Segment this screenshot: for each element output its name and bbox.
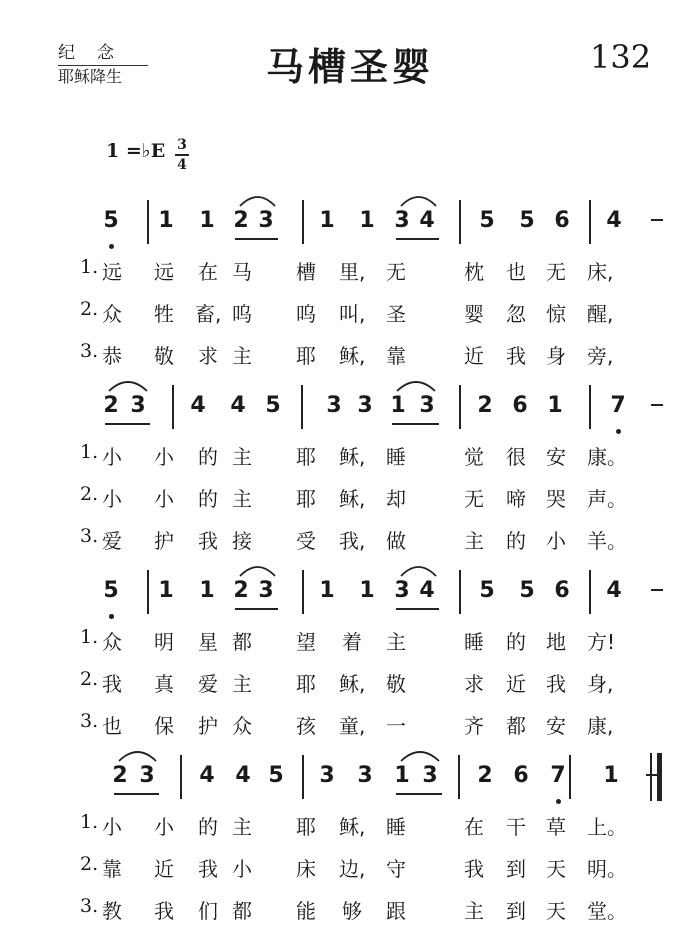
lyric-syllable: 婴 xyxy=(464,302,484,326)
slur xyxy=(239,192,276,208)
underline xyxy=(235,238,278,240)
note: 1 xyxy=(319,578,335,603)
note: 1 xyxy=(394,763,410,788)
lyric-syllable: 我, xyxy=(339,529,366,553)
verse-number: 3. xyxy=(80,340,99,362)
note: 2 xyxy=(477,393,493,418)
lyric-syllable: 呜 xyxy=(232,302,252,326)
occasion-line1: 纪念 xyxy=(58,42,148,66)
barline xyxy=(459,200,461,244)
verse-number: 1. xyxy=(80,811,99,833)
lyric-syllable: 我 xyxy=(506,344,526,368)
lyric-syllable: 一 xyxy=(386,714,406,738)
underline xyxy=(235,608,278,610)
lyric-syllable: 护 xyxy=(154,529,174,553)
note: 3 xyxy=(422,763,438,788)
lyric-syllable: 敬 xyxy=(386,672,406,696)
lyric-syllable: 求 xyxy=(198,344,218,368)
lyric-row xyxy=(0,483,700,513)
note: 3 xyxy=(139,763,155,788)
note: 3 xyxy=(357,763,373,788)
note: 3 xyxy=(258,578,274,603)
lyric-syllable: 众 xyxy=(102,302,122,326)
barline xyxy=(589,200,591,244)
lyric-syllable: 安 xyxy=(546,714,566,738)
note: 2 xyxy=(112,763,128,788)
note: 4 xyxy=(606,578,622,603)
lyric-syllable: 边, xyxy=(339,857,366,881)
lyric-syllable: 远 xyxy=(102,260,122,284)
lyric-syllable: 无 xyxy=(386,260,406,284)
barline xyxy=(301,385,303,429)
lyric-syllable: 小 xyxy=(154,445,174,469)
lyric-syllable: 小 xyxy=(102,487,122,511)
lyric-syllable: 我 xyxy=(464,857,484,881)
lyric-syllable: 接 xyxy=(232,529,252,553)
lyric-syllable: 我 xyxy=(198,857,218,881)
lyric-syllable: 枕 xyxy=(464,260,484,284)
lyric-syllable: 我 xyxy=(198,529,218,553)
slur xyxy=(239,562,276,578)
note: 4 xyxy=(235,763,251,788)
note: 1 xyxy=(359,578,375,603)
note: 5 xyxy=(268,763,284,788)
lyric-syllable: 主 xyxy=(464,899,484,923)
verse-number: 2. xyxy=(80,853,99,875)
verse-number: 3. xyxy=(80,895,99,917)
lyric-syllable: 稣, xyxy=(339,487,366,511)
lyric-syllable: 的 xyxy=(198,445,218,469)
note: 1 xyxy=(199,578,215,603)
lyric-syllable: 也 xyxy=(506,260,526,284)
lyric-syllable: 床 xyxy=(296,857,316,881)
hymn-title: 马槽圣婴 xyxy=(265,45,434,89)
lyric-syllable: 小 xyxy=(546,529,566,553)
dash xyxy=(651,404,663,406)
note: 3 xyxy=(326,393,342,418)
time-signature-top: 3 xyxy=(177,137,187,153)
lyric-syllable: 都 xyxy=(232,630,252,654)
lyric-syllable: 齐 xyxy=(464,714,484,738)
lyric-syllable: 明。 xyxy=(587,857,627,881)
lyric-syllable: 小 xyxy=(232,857,252,881)
lyric-syllable: 身, xyxy=(587,672,614,696)
barline xyxy=(147,200,149,244)
barline xyxy=(147,570,149,614)
lyric-syllable: 靠 xyxy=(102,857,122,881)
occasion-line2: 耶稣降生 xyxy=(58,67,123,86)
lyric-syllable: 受 xyxy=(296,529,316,553)
lyric-syllable: 保 xyxy=(154,714,174,738)
lyric-syllable: 里, xyxy=(339,260,366,284)
lyric-syllable: 到 xyxy=(506,857,526,881)
note: 4 xyxy=(190,393,206,418)
barline xyxy=(459,570,461,614)
lyric-syllable: 主 xyxy=(232,487,252,511)
lyric-syllable: 耶 xyxy=(296,487,316,511)
underline xyxy=(396,793,442,795)
note: 5 xyxy=(479,578,495,603)
lyric-syllable: 主 xyxy=(232,344,252,368)
note: 5 xyxy=(103,208,119,233)
lyric-syllable: 堂。 xyxy=(587,899,627,923)
lyric-syllable: 也 xyxy=(102,714,122,738)
note: 6 xyxy=(512,393,528,418)
dash xyxy=(651,589,663,591)
verse-number: 3. xyxy=(80,525,99,547)
lyric-syllable: 都 xyxy=(232,899,252,923)
note: 1 xyxy=(547,393,563,418)
lyric-syllable: 求 xyxy=(464,672,484,696)
note: 3 xyxy=(258,208,274,233)
lyric-row xyxy=(0,668,700,698)
lyric-row xyxy=(0,811,700,841)
lyric-syllable: 童, xyxy=(339,714,366,738)
lyric-syllable: 小 xyxy=(102,815,122,839)
lyric-syllable: 呜 xyxy=(296,302,316,326)
barline xyxy=(172,385,174,429)
lyric-syllable: 惊 xyxy=(546,302,566,326)
lyric-syllable: 近 xyxy=(154,857,174,881)
slur xyxy=(400,747,440,763)
slur xyxy=(118,747,157,763)
barline xyxy=(589,570,591,614)
lyric-syllable: 睡 xyxy=(464,630,484,654)
lyric-syllable: 望 xyxy=(296,630,316,654)
note: 2 xyxy=(103,393,119,418)
lyric-row xyxy=(0,626,700,656)
lyric-syllable: 在 xyxy=(464,815,484,839)
lyric-syllable: 耶 xyxy=(296,815,316,839)
lyric-syllable: 够 xyxy=(342,899,362,923)
lyric-row xyxy=(0,710,700,740)
note: 3 xyxy=(130,393,146,418)
verse-number: 2. xyxy=(80,483,99,505)
lyric-syllable: 无 xyxy=(546,260,566,284)
time-signature-bottom: 4 xyxy=(177,157,187,173)
note: 1 xyxy=(359,208,375,233)
lyric-syllable: 教 xyxy=(102,899,122,923)
lyric-syllable: 旁, xyxy=(587,344,614,368)
final-barline-thin xyxy=(650,753,652,801)
barline xyxy=(302,755,304,799)
verse-number: 1. xyxy=(80,441,99,463)
dash xyxy=(651,219,663,221)
note: 5 xyxy=(103,578,119,603)
note: 3 xyxy=(419,393,435,418)
lyric-syllable: 的 xyxy=(198,487,218,511)
lyric-syllable: 爱 xyxy=(102,529,122,553)
occasion-label xyxy=(58,42,148,88)
note: 5 xyxy=(519,578,535,603)
barline xyxy=(302,200,304,244)
lyric-syllable: 远 xyxy=(154,260,174,284)
lyric-syllable: 地 xyxy=(546,630,566,654)
lyric-syllable: 睡 xyxy=(386,815,406,839)
lyric-syllable: 主 xyxy=(232,815,252,839)
lyric-syllable: 小 xyxy=(154,487,174,511)
note: 1 xyxy=(158,578,174,603)
lyric-syllable: 床, xyxy=(587,260,614,284)
lyric-syllable: 真 xyxy=(154,672,174,696)
lyric-syllable: 睡 xyxy=(386,445,406,469)
underline xyxy=(396,608,439,610)
lyric-syllable: 方! xyxy=(587,630,616,654)
lyric-syllable: 羊。 xyxy=(587,529,627,553)
lyric-syllable: 到 xyxy=(506,899,526,923)
barline xyxy=(589,385,591,429)
lyric-syllable: 牲 xyxy=(154,302,174,326)
note: 3 xyxy=(394,208,410,233)
verse-number: 1. xyxy=(80,256,99,278)
note: 5 xyxy=(519,208,535,233)
key-signature: 1 =♭E xyxy=(106,140,166,162)
note: 4 xyxy=(419,578,435,603)
barline xyxy=(180,755,182,799)
lyric-syllable: 干 xyxy=(506,815,526,839)
lyric-syllable: 主 xyxy=(464,529,484,553)
lyric-row xyxy=(0,525,700,555)
lyric-syllable: 星 xyxy=(198,630,218,654)
note: 2 xyxy=(233,208,249,233)
barline xyxy=(458,755,460,799)
lyric-syllable: 孩 xyxy=(296,714,316,738)
lyric-syllable: 马 xyxy=(232,260,252,284)
verse-number: 3. xyxy=(80,710,99,732)
lyric-syllable: 小 xyxy=(102,445,122,469)
verse-number: 2. xyxy=(80,668,99,690)
lyric-syllable: 在 xyxy=(198,260,218,284)
lyric-syllable: 上。 xyxy=(587,815,627,839)
lyric-syllable: 我 xyxy=(546,672,566,696)
lyric-syllable: 康, xyxy=(587,714,614,738)
lyric-syllable: 的 xyxy=(198,815,218,839)
lyric-syllable: 却 xyxy=(386,487,406,511)
time-signature xyxy=(175,137,189,173)
lyric-syllable: 醒, xyxy=(587,302,614,326)
slur xyxy=(400,192,437,208)
lyric-syllable: 稣, xyxy=(339,445,366,469)
lyric-syllable: 跟 xyxy=(386,899,406,923)
lyric-syllable: 啼 xyxy=(506,487,526,511)
lyric-syllable: 叫, xyxy=(339,302,366,326)
verse-number: 2. xyxy=(80,298,99,320)
lyric-syllable: 护 xyxy=(198,714,218,738)
lyric-row xyxy=(0,853,700,883)
lyric-syllable: 做 xyxy=(386,529,406,553)
lyric-row xyxy=(0,895,700,925)
barline xyxy=(459,385,461,429)
lyric-syllable: 康。 xyxy=(587,445,627,469)
underline xyxy=(396,238,439,240)
note: 7 xyxy=(550,763,566,788)
lyric-syllable: 能 xyxy=(296,899,316,923)
lyric-syllable: 无 xyxy=(464,487,484,511)
note: 1 xyxy=(390,393,406,418)
lyric-syllable: 守 xyxy=(386,857,406,881)
lyric-syllable: 都 xyxy=(506,714,526,738)
lyric-syllable: 畜, xyxy=(195,302,222,326)
lyric-syllable: 小 xyxy=(154,815,174,839)
lyric-syllable: 主 xyxy=(386,630,406,654)
lyric-syllable: 主 xyxy=(232,672,252,696)
lyric-syllable: 敬 xyxy=(154,344,174,368)
lyric-syllable: 主 xyxy=(232,445,252,469)
lyric-syllable: 近 xyxy=(506,672,526,696)
note: 6 xyxy=(554,208,570,233)
lyric-syllable: 明 xyxy=(154,630,174,654)
octave-dot xyxy=(109,244,114,249)
lyric-syllable: 着 xyxy=(342,630,362,654)
note: 1 xyxy=(319,208,335,233)
note: 7 xyxy=(610,393,626,418)
note: 1 xyxy=(158,208,174,233)
underline xyxy=(392,423,439,425)
slur xyxy=(108,377,148,393)
lyric-syllable: 草 xyxy=(546,815,566,839)
lyric-syllable: 忽 xyxy=(506,302,526,326)
lyric-syllable: 声。 xyxy=(587,487,627,511)
note: 5 xyxy=(265,393,281,418)
lyric-syllable: 天 xyxy=(546,857,566,881)
note: 6 xyxy=(513,763,529,788)
note: 3 xyxy=(357,393,373,418)
lyric-syllable: 近 xyxy=(464,344,484,368)
note: 3 xyxy=(394,578,410,603)
lyric-syllable: 觉 xyxy=(464,445,484,469)
slur xyxy=(396,377,436,393)
slur xyxy=(400,562,437,578)
lyric-syllable: 身 xyxy=(546,344,566,368)
lyric-syllable: 的 xyxy=(506,529,526,553)
note: 4 xyxy=(419,208,435,233)
lyric-syllable: 众 xyxy=(102,630,122,654)
note: 6 xyxy=(554,578,570,603)
octave-dot xyxy=(109,614,114,619)
lyric-syllable: 稣, xyxy=(339,815,366,839)
octave-dot xyxy=(616,429,621,434)
underline xyxy=(105,423,150,425)
lyric-syllable: 安 xyxy=(546,445,566,469)
note: 4 xyxy=(199,763,215,788)
underline xyxy=(114,793,159,795)
lyric-syllable: 恭 xyxy=(102,344,122,368)
octave-dot xyxy=(556,799,561,804)
lyric-syllable: 耶 xyxy=(296,344,316,368)
lyric-row xyxy=(0,340,700,370)
note: 1 xyxy=(603,763,619,788)
note: 3 xyxy=(319,763,335,788)
note: 4 xyxy=(230,393,246,418)
note: 4 xyxy=(606,208,622,233)
lyric-syllable: 耶 xyxy=(296,672,316,696)
lyric-syllable: 稣, xyxy=(339,344,366,368)
lyric-syllable: 哭 xyxy=(546,487,566,511)
lyric-syllable: 圣 xyxy=(386,302,406,326)
lyric-row xyxy=(0,441,700,471)
lyric-syllable: 靠 xyxy=(386,344,406,368)
note: 2 xyxy=(233,578,249,603)
lyric-syllable: 稣, xyxy=(339,672,366,696)
lyric-syllable: 耶 xyxy=(296,445,316,469)
barline xyxy=(302,570,304,614)
barline xyxy=(569,755,571,799)
lyric-syllable: 的 xyxy=(506,630,526,654)
note: 1 xyxy=(199,208,215,233)
lyric-syllable: 爱 xyxy=(198,672,218,696)
lyric-syllable: 我 xyxy=(154,899,174,923)
lyric-syllable: 众 xyxy=(232,714,252,738)
final-barline-thick xyxy=(657,753,662,801)
lyric-syllable: 天 xyxy=(546,899,566,923)
lyric-syllable: 很 xyxy=(506,445,526,469)
lyric-row xyxy=(0,298,700,328)
note: 2 xyxy=(477,763,493,788)
lyric-syllable: 槽 xyxy=(296,260,316,284)
lyric-syllable: 我 xyxy=(102,672,122,696)
verse-number: 1. xyxy=(80,626,99,648)
note: 5 xyxy=(479,208,495,233)
hymn-number: 132 xyxy=(590,38,652,76)
lyric-syllable: 们 xyxy=(198,899,218,923)
lyric-row xyxy=(0,256,700,286)
